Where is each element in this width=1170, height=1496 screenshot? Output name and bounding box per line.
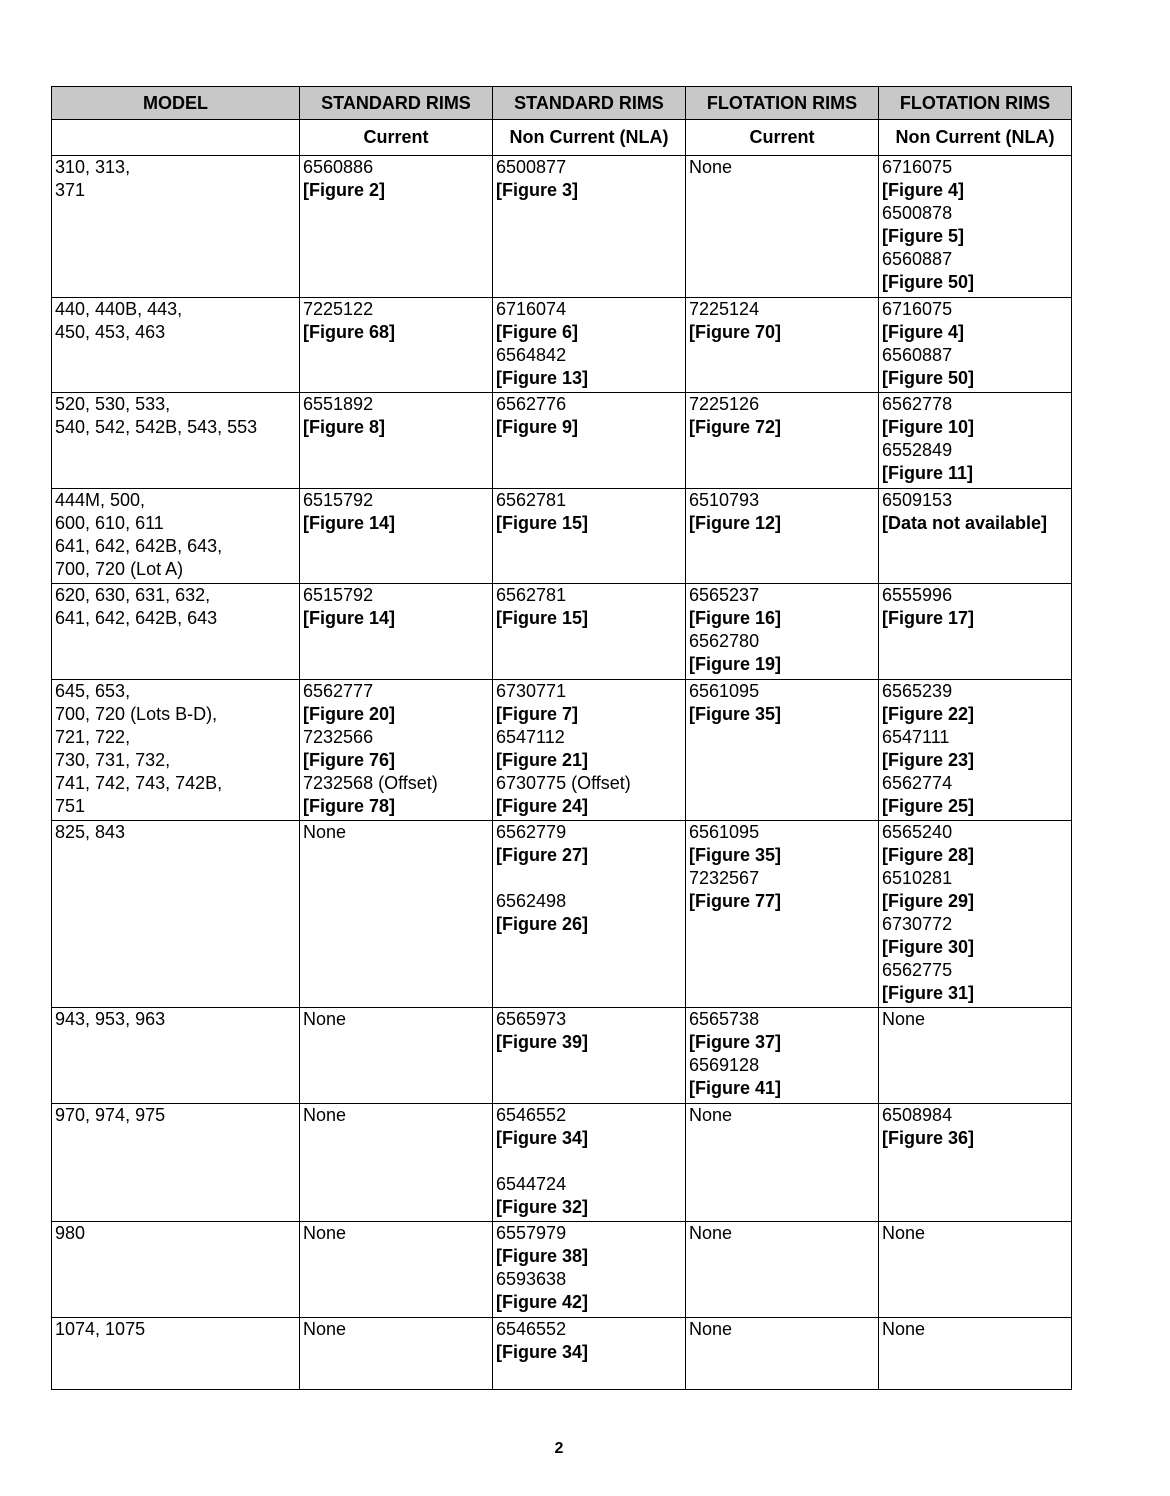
- cell-text: [496, 867, 682, 890]
- figure-reference: [Figure 24]: [496, 796, 589, 816]
- header-flotation-rims-noncurrent: FLOTATION RIMS: [879, 87, 1072, 120]
- table-body: [52, 156, 1072, 1390]
- standard-current-cell: [300, 584, 493, 680]
- cell-text: 6593638: [496, 1269, 567, 1289]
- cell-text: 6500878: [882, 203, 953, 223]
- figure-reference: [Figure 3]: [496, 180, 579, 200]
- flotation-current-cell: [686, 821, 879, 1008]
- model-cell: [52, 584, 300, 680]
- figure-reference: [Figure 21]: [496, 750, 589, 770]
- cell-text: 6569128: [689, 1055, 760, 1075]
- cell-text: 7232568 (Offset): [303, 773, 438, 793]
- cell-text: 6716075: [882, 157, 953, 177]
- figure-reference: [Figure 7]: [496, 704, 579, 724]
- figure-reference: [Figure 72]: [689, 417, 782, 437]
- cell-text: 7225124: [689, 299, 760, 319]
- standard-noncurrent-cell: [493, 393, 686, 489]
- cell-text: 6562781: [496, 490, 567, 510]
- model-cell: [52, 680, 300, 821]
- cell-text: None: [689, 1319, 733, 1339]
- standard-current-cell: [300, 680, 493, 821]
- figure-reference: [Figure 22]: [882, 704, 975, 724]
- table-subheader-row: [52, 120, 1072, 156]
- figure-reference: [Figure 25]: [882, 796, 975, 816]
- standard-noncurrent-cell: [493, 584, 686, 680]
- model-cell: [52, 156, 300, 298]
- cell-text: 751: [55, 796, 86, 816]
- cell-text: 6510793: [689, 490, 760, 510]
- figure-reference: [Figure 15]: [496, 513, 589, 533]
- flotation-noncurrent-cell: [879, 1008, 1072, 1104]
- standard-noncurrent-cell: [493, 298, 686, 393]
- figure-reference: [Figure 11]: [882, 463, 974, 483]
- cell-text: 600, 610, 611: [55, 513, 164, 533]
- cell-text: 6547111: [882, 727, 950, 747]
- cell-text: 440, 440B, 443,: [55, 299, 183, 319]
- figure-reference: [Figure 16]: [689, 608, 782, 628]
- subheader-flotation-current: Current: [686, 120, 879, 156]
- flotation-noncurrent-cell: [879, 680, 1072, 821]
- cell-text: 6561095: [689, 681, 760, 701]
- figure-reference: [Figure 34]: [496, 1342, 589, 1362]
- cell-text: 6730772: [882, 914, 953, 934]
- figure-reference: [Figure 70]: [689, 322, 782, 342]
- figure-reference: [Data not available]: [882, 513, 1048, 533]
- cell-text: None: [303, 1105, 347, 1125]
- cell-text: None: [882, 1319, 926, 1339]
- figure-reference: [Figure 15]: [496, 608, 589, 628]
- cell-text: None: [303, 1009, 347, 1029]
- cell-text: 700, 720 (Lots B-D),: [55, 704, 218, 724]
- cell-text: 6560887: [882, 345, 953, 365]
- standard-current-cell: [300, 1008, 493, 1104]
- cell-text: None: [303, 1319, 347, 1339]
- figure-reference: [Figure 35]: [689, 704, 782, 724]
- standard-current-cell: [300, 1222, 493, 1318]
- cell-text: 6565738: [689, 1009, 760, 1029]
- subheader-flotation-noncurrent: Non Current (NLA): [879, 120, 1072, 156]
- flotation-noncurrent-cell: [879, 1222, 1072, 1318]
- header-standard-rims-noncurrent: STANDARD RIMS: [493, 87, 686, 120]
- figure-reference: [Figure 29]: [882, 891, 975, 911]
- flotation-noncurrent-cell: [879, 821, 1072, 1008]
- cell-text: 6562780: [689, 631, 760, 651]
- header-standard-rims-current: STANDARD RIMS: [300, 87, 493, 120]
- figure-reference: [Figure 9]: [496, 417, 579, 437]
- cell-text: 6551892: [303, 394, 374, 414]
- flotation-noncurrent-cell: [879, 393, 1072, 489]
- figure-reference: [Figure 68]: [303, 322, 396, 342]
- cell-text: 1074, 1075: [55, 1319, 146, 1339]
- cell-text: 6716075: [882, 299, 953, 319]
- table-row: [52, 680, 1072, 821]
- figure-reference: [Figure 14]: [303, 608, 396, 628]
- cell-text: 6555996: [882, 585, 953, 605]
- table-row: [52, 1008, 1072, 1104]
- flotation-current-cell: [686, 1008, 879, 1104]
- figure-reference: [Figure 13]: [496, 368, 589, 388]
- flotation-noncurrent-cell: [879, 298, 1072, 393]
- cell-text: 6546552: [496, 1105, 567, 1125]
- figure-reference: [Figure 41]: [689, 1078, 782, 1098]
- subheader-model: [52, 120, 300, 156]
- figure-reference: [Figure 4]: [882, 322, 965, 342]
- cell-text: 6509153: [882, 490, 953, 510]
- cell-text: 825, 843: [55, 822, 126, 842]
- cell-text: 520, 530, 533,: [55, 394, 171, 414]
- model-cell: [52, 1222, 300, 1318]
- figure-reference: [Figure 19]: [689, 654, 782, 674]
- cell-text: 6515792: [303, 585, 374, 605]
- header-flotation-rims-current: FLOTATION RIMS: [686, 87, 879, 120]
- cell-text: 6564842: [496, 345, 567, 365]
- standard-current-cell: [300, 393, 493, 489]
- figure-reference: [Figure 5]: [882, 226, 965, 246]
- flotation-current-cell: [686, 680, 879, 821]
- figure-reference: [Figure 14]: [303, 513, 396, 533]
- cell-text: 310, 313,: [55, 157, 131, 177]
- cell-text: 980: [55, 1223, 86, 1243]
- cell-text: 6500877: [496, 157, 567, 177]
- figure-reference: [Figure 36]: [882, 1128, 975, 1148]
- cell-text: 741, 742, 743, 742B,: [55, 773, 223, 793]
- flotation-noncurrent-cell: [879, 1318, 1072, 1390]
- table-row: [52, 1318, 1072, 1390]
- cell-text: 7225122: [303, 299, 374, 319]
- figure-reference: [Figure 6]: [496, 322, 579, 342]
- model-cell: [52, 1008, 300, 1104]
- flotation-current-cell: [686, 298, 879, 393]
- standard-current-cell: [300, 1318, 493, 1390]
- standard-current-cell: [300, 298, 493, 393]
- subheader-standard-current: Current: [300, 120, 493, 156]
- figure-reference: [Figure 4]: [882, 180, 965, 200]
- standard-noncurrent-cell: [493, 1222, 686, 1318]
- cell-text: None: [689, 1223, 733, 1243]
- standard-noncurrent-cell: [493, 1008, 686, 1104]
- figure-reference: [Figure 78]: [303, 796, 396, 816]
- cell-text: 6547112: [496, 727, 565, 747]
- standard-noncurrent-cell: [493, 821, 686, 1008]
- cell-text: 620, 630, 631, 632,: [55, 585, 211, 605]
- cell-text: None: [303, 822, 347, 842]
- figure-reference: [Figure 20]: [303, 704, 396, 724]
- cell-text: 6730775 (Offset): [496, 773, 631, 793]
- cell-text: 6562779: [496, 822, 567, 842]
- model-cell: [52, 1318, 300, 1390]
- cell-text: 6544724: [496, 1174, 567, 1194]
- model-cell: [52, 298, 300, 393]
- flotation-current-cell: [686, 489, 879, 584]
- flotation-current-cell: [686, 1318, 879, 1390]
- cell-text: 730, 731, 732,: [55, 750, 171, 770]
- figure-reference: [Figure 42]: [496, 1292, 589, 1312]
- cell-text: None: [882, 1009, 926, 1029]
- flotation-noncurrent-cell: [879, 156, 1072, 298]
- cell-text: 6562774: [882, 773, 953, 793]
- figure-reference: [Figure 10]: [882, 417, 975, 437]
- standard-current-cell: [300, 1104, 493, 1222]
- flotation-current-cell: [686, 1222, 879, 1318]
- cell-text: None: [882, 1223, 926, 1243]
- standard-current-cell: [300, 156, 493, 298]
- cell-text: None: [689, 157, 733, 177]
- flotation-current-cell: [686, 156, 879, 298]
- cell-text: 7232567: [689, 868, 760, 888]
- flotation-noncurrent-cell: [879, 1104, 1072, 1222]
- figure-reference: [Figure 34]: [496, 1128, 589, 1148]
- cell-text: 6561095: [689, 822, 760, 842]
- cell-text: 970, 974, 975: [55, 1105, 166, 1125]
- figure-reference: [Figure 35]: [689, 845, 782, 865]
- table-row: [52, 1222, 1072, 1318]
- figure-reference: [Figure 77]: [689, 891, 782, 911]
- cell-text: 641, 642, 642B, 643,: [55, 536, 223, 556]
- cell-text: 6560886: [303, 157, 374, 177]
- figure-reference: [Figure 26]: [496, 914, 589, 934]
- cell-text: 450, 453, 463: [55, 322, 166, 342]
- table-row: [52, 393, 1072, 489]
- figure-reference: [Figure 12]: [689, 513, 782, 533]
- cell-text: 6557979: [496, 1223, 567, 1243]
- rim-compatibility-table: [51, 86, 1072, 1390]
- cell-text: 371: [55, 180, 86, 200]
- figure-reference: [Figure 50]: [882, 368, 975, 388]
- cell-text: 641, 642, 642B, 643: [55, 608, 218, 628]
- cell-text: 6565239: [882, 681, 953, 701]
- cell-text: 700, 720 (Lot A): [55, 559, 184, 579]
- figure-reference: [Figure 76]: [303, 750, 396, 770]
- cell-text: 6562781: [496, 585, 567, 605]
- figure-reference: [Figure 38]: [496, 1246, 589, 1266]
- cell-text: 6562777: [303, 681, 374, 701]
- standard-noncurrent-cell: [493, 156, 686, 298]
- model-cell: [52, 393, 300, 489]
- figure-reference: [Figure 23]: [882, 750, 975, 770]
- standard-noncurrent-cell: [493, 1104, 686, 1222]
- flotation-current-cell: [686, 584, 879, 680]
- figure-reference: [Figure 8]: [303, 417, 386, 437]
- figure-reference: [Figure 39]: [496, 1032, 589, 1052]
- standard-noncurrent-cell: [493, 489, 686, 584]
- flotation-noncurrent-cell: [879, 584, 1072, 680]
- cell-text: 6510281: [882, 868, 953, 888]
- figure-reference: [Figure 31]: [882, 983, 975, 1003]
- cell-text: 6515792: [303, 490, 374, 510]
- cell-text: [496, 1150, 682, 1173]
- cell-text: 6716074: [496, 299, 567, 319]
- flotation-noncurrent-cell: [879, 489, 1072, 584]
- cell-text: 943, 953, 963: [55, 1009, 166, 1029]
- cell-text: 6560887: [882, 249, 953, 269]
- cell-text: 6552849: [882, 440, 953, 460]
- cell-text: 6562776: [496, 394, 567, 414]
- cell-text: 7232566: [303, 727, 374, 747]
- table-row: [52, 156, 1072, 298]
- cell-text: 645, 653,: [55, 681, 131, 701]
- figure-reference: [Figure 50]: [882, 272, 975, 292]
- cell-text: 6562778: [882, 394, 953, 414]
- header-model: MODEL: [52, 87, 300, 120]
- flotation-current-cell: [686, 1104, 879, 1222]
- table-row: [52, 489, 1072, 584]
- cell-text: 6565973: [496, 1009, 567, 1029]
- standard-current-cell: [300, 489, 493, 584]
- cell-text: 6565240: [882, 822, 953, 842]
- cell-text: 6546552: [496, 1319, 567, 1339]
- model-cell: [52, 1104, 300, 1222]
- cell-text: 6565237: [689, 585, 760, 605]
- table-row: [52, 1104, 1072, 1222]
- table-row: [52, 298, 1072, 393]
- cell-text: 444M, 500,: [55, 490, 146, 510]
- cell-text: 540, 542, 542B, 543, 553: [55, 417, 258, 437]
- cell-text: 6730771: [496, 681, 567, 701]
- table-header-row: [52, 87, 1072, 120]
- figure-reference: [Figure 27]: [496, 845, 589, 865]
- cell-text: None: [303, 1223, 347, 1243]
- cell-text: 6508984: [882, 1105, 953, 1125]
- figure-reference: [Figure 37]: [689, 1032, 782, 1052]
- standard-noncurrent-cell: [493, 680, 686, 821]
- table-row: [52, 821, 1072, 1008]
- standard-current-cell: [300, 821, 493, 1008]
- flotation-current-cell: [686, 393, 879, 489]
- cell-text: 7225126: [689, 394, 760, 414]
- page-number: 2: [554, 1440, 564, 1457]
- figure-reference: [Figure 17]: [882, 608, 975, 628]
- figure-reference: [Figure 2]: [303, 180, 386, 200]
- figure-reference: [Figure 32]: [496, 1197, 589, 1217]
- figure-reference: [Figure 30]: [882, 937, 975, 957]
- figure-reference: [Figure 28]: [882, 845, 975, 865]
- cell-text: 6562498: [496, 891, 567, 911]
- table-row: [52, 584, 1072, 680]
- cell-text: 6562775: [882, 960, 953, 980]
- subheader-standard-noncurrent: Non Current (NLA): [493, 120, 686, 156]
- model-cell: [52, 489, 300, 584]
- model-cell: [52, 821, 300, 1008]
- cell-text: 721, 722,: [55, 727, 131, 747]
- cell-text: None: [689, 1105, 733, 1125]
- standard-noncurrent-cell: [493, 1318, 686, 1390]
